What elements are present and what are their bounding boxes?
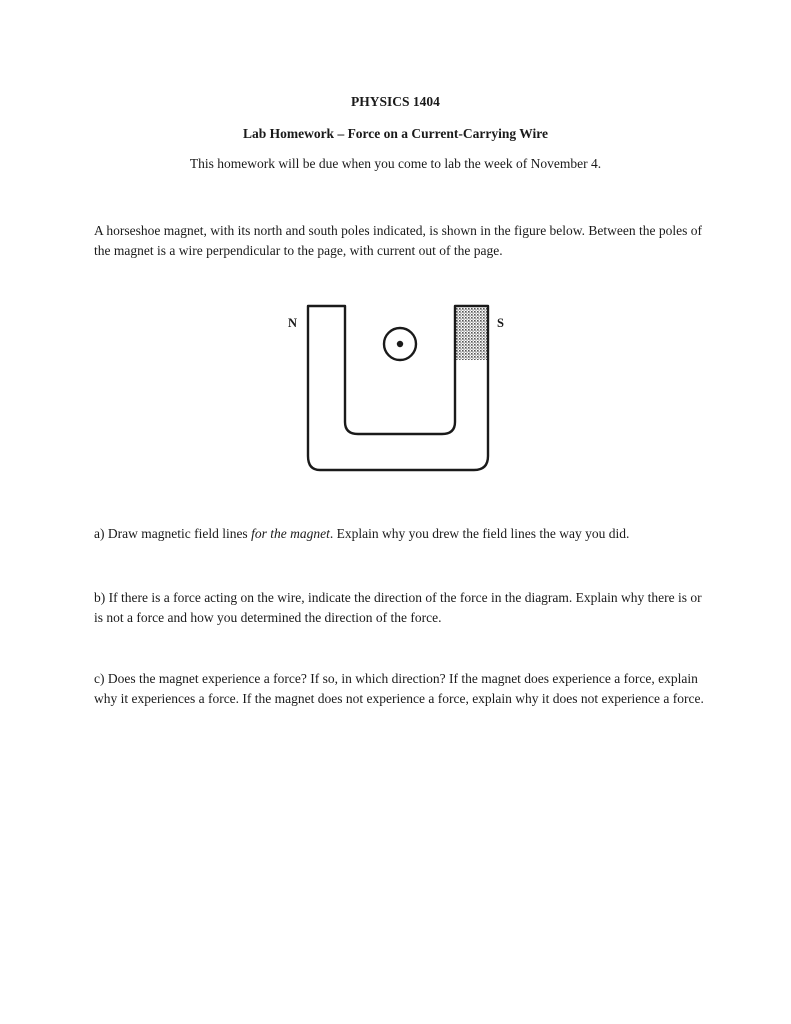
north-pole-label: N (288, 316, 298, 330)
question-c: c) Does the magnet experience a force? If so, in which direction? If the magnet does experience a force, explain why it experiences a force. If the magnet does not experience a force, explain why it does not experience a force. (94, 671, 704, 706)
horseshoe-magnet-figure (270, 296, 520, 481)
question-a-emphasis: for the magnet (251, 526, 330, 541)
south-pole-label: S (497, 316, 504, 330)
question-a (94, 524, 704, 544)
question-a-suffix: . Explain why you drew the field lines the way you did. (329, 526, 630, 541)
due-note: This homework will be due when you come to lab the week of November 4. (189, 156, 602, 171)
lab-title: Lab Homework – Force on a Current-Carrying Wire (242, 126, 549, 141)
south-pole-shading (455, 308, 488, 360)
intro-paragraph: A horseshoe magnet, with its north and south poles indicated, is shown in the figure below. Between the poles of the magnet is a wire perpendicular to the page, with current out of the page. (94, 223, 703, 258)
question-a-text: a) Draw magnetic field lines (94, 526, 252, 541)
wire-dot (397, 341, 403, 347)
page-title: PHYSICS 1404 (351, 94, 440, 109)
question-b: b) If there is a force acting on the wire, indicate the direction of the force in the diagram. Explain why there is or is not a force and how you determined the direction of the force. (94, 590, 702, 625)
